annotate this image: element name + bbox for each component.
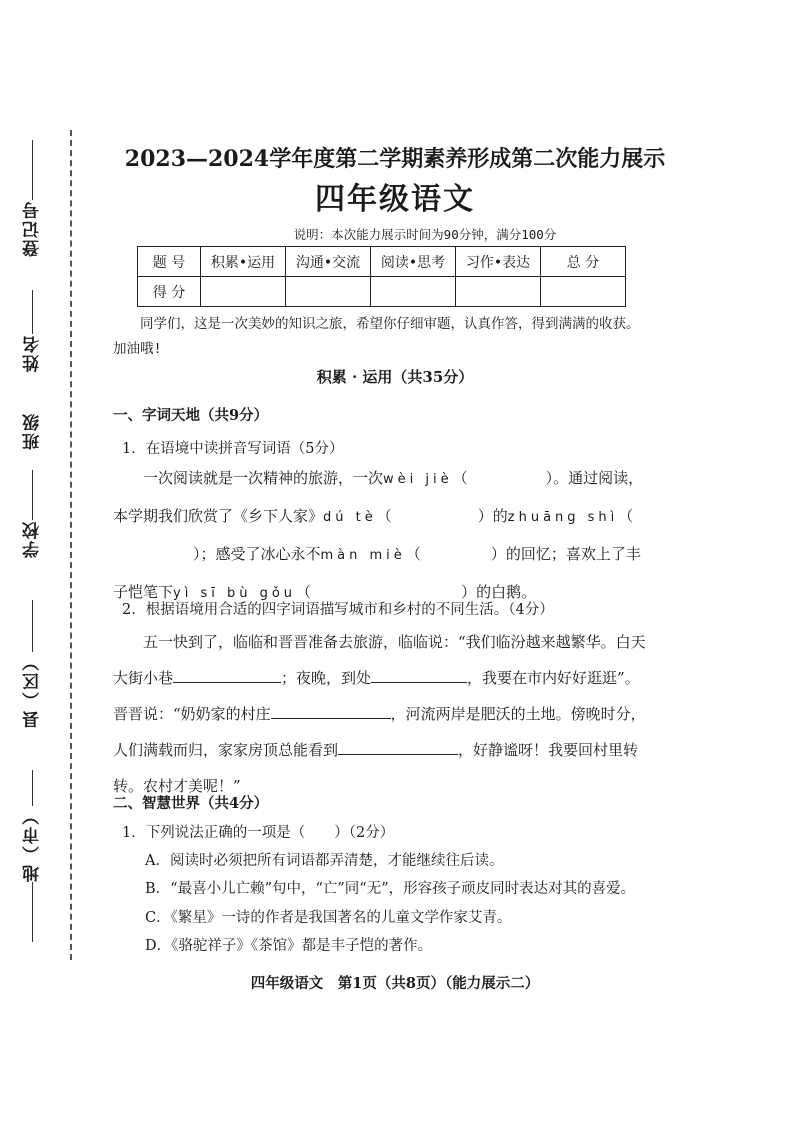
text-run: 五一快到了，临临和晋晋准备去旅游，临临说：“我们临汾越来越繁华。白天大街小巷 bbox=[113, 633, 646, 687]
option-d: D．《骆驼祥子》《茶馆》都是丰子恺的著作。 bbox=[145, 938, 433, 954]
text-run: ；夜晚，到处 bbox=[281, 669, 372, 687]
answer-blank[interactable] bbox=[371, 666, 467, 683]
table-cell: 沟通•交流 bbox=[286, 247, 371, 277]
text-run: ，河流两岸是肥沃的土地。傍晚时分，人们满载而归，家家房顶总能看到 bbox=[113, 705, 646, 759]
text-run: ，我要在市内好好逛逛”。晋晋说：“奶奶家的村庄 bbox=[113, 669, 640, 723]
question-mc-1: 1．下列说法正确的一项是（ ）（2分） bbox=[122, 825, 395, 841]
subject-title: 四年级语文 bbox=[315, 182, 475, 217]
answer-blank[interactable] bbox=[173, 666, 281, 683]
score-input-cell[interactable] bbox=[456, 277, 541, 307]
part-heading: 一、字词天地（共9分） bbox=[113, 407, 269, 424]
page-footer: 四年级语文 第1页（共8页）（能力展示二） bbox=[250, 975, 540, 992]
score-input-cell[interactable] bbox=[541, 277, 626, 307]
text-run: ，好静谧呀！我要回村里转转。农村才美呢！” bbox=[113, 741, 639, 795]
question-1: 1．在语境中读拼音写词语（5分） bbox=[122, 441, 344, 457]
pinyin: dú tè bbox=[323, 510, 377, 525]
reg-label: 登记号 bbox=[22, 200, 43, 257]
text-run: ）的白鹅。 bbox=[461, 583, 537, 601]
q2-passage bbox=[113, 624, 648, 804]
option-a: A．阅读时必须把所有词语都弄清楚，才能继续往后读。 bbox=[145, 853, 504, 869]
school-blank bbox=[32, 470, 33, 520]
score-input-cell[interactable] bbox=[201, 277, 286, 307]
city-blank-top bbox=[32, 770, 33, 806]
question-2: 2．根据语境用合适的四字词语描写城市和乡村的不同生活。（4分） bbox=[122, 602, 554, 618]
text-run: （ bbox=[296, 583, 312, 601]
answer-blank[interactable] bbox=[271, 702, 391, 719]
text-run: ）；感受了冰心永不 bbox=[193, 545, 321, 563]
exam-title: 2023—2024学年度第二学期素养形成第二次能力展示 bbox=[124, 146, 666, 172]
name-blank bbox=[32, 290, 33, 334]
text-run: （ bbox=[405, 545, 421, 563]
side-field-city bbox=[12, 770, 52, 942]
exam-note: 说明：本次能力展示时间为90分钟，满分100分 bbox=[293, 227, 557, 242]
score-input-cell[interactable] bbox=[371, 277, 456, 307]
pinyin: màn miè bbox=[320, 548, 406, 563]
table-cell: 阅读•思考 bbox=[371, 247, 456, 277]
text-run: （ bbox=[376, 507, 392, 525]
text-run: ）。通过阅读， bbox=[545, 469, 644, 487]
side-field-county bbox=[12, 600, 52, 728]
pinyin: zhuāng shì bbox=[507, 510, 619, 525]
table-cell: 题 号 bbox=[138, 247, 201, 277]
side-field-class bbox=[12, 412, 52, 450]
text-run: （ bbox=[452, 469, 468, 487]
text-run: 本学期我们欣赏了《乡下人家》 bbox=[113, 507, 324, 525]
text-run: 一次阅读就是一次精神的旅游，一次 bbox=[143, 469, 384, 487]
county-label: 县（区） bbox=[22, 652, 43, 728]
part-heading: 二、智慧世界（共4分） bbox=[113, 795, 269, 812]
option-b: B．“最喜小儿亡赖”句中，“亡”同“无”，形容孩子顽皮同时表达对其的喜爱。 bbox=[145, 881, 636, 897]
q1-passage bbox=[113, 460, 648, 612]
pinyin: wèi jiè bbox=[383, 472, 453, 487]
text-run: ）的回忆；喜欢上了 bbox=[490, 545, 626, 563]
binding-dashed-line bbox=[70, 130, 72, 960]
answer-blank[interactable] bbox=[338, 738, 458, 755]
score-table-header-row bbox=[138, 247, 626, 277]
reg-blank bbox=[32, 140, 33, 200]
table-cell: 得 分 bbox=[138, 277, 201, 307]
text-run: 丰子恺笔下 bbox=[113, 545, 641, 601]
side-field-reg bbox=[12, 140, 52, 257]
name-label: 姓名 bbox=[22, 334, 43, 372]
pinyin: yì sī bù gǒu bbox=[173, 586, 297, 601]
score-input-cell[interactable] bbox=[286, 277, 371, 307]
city-blank-bottom bbox=[32, 882, 33, 942]
city-label: 地（市） bbox=[22, 806, 43, 882]
section-title: 积累 · 运用（共35分） bbox=[316, 368, 474, 386]
intro-text: 同学们，这是一次美妙的知识之旅，希望你仔细审题，认真作答，得到满满的收获。加油哦! bbox=[113, 316, 640, 357]
score-table-score-row bbox=[138, 277, 626, 307]
class-label: 班级 bbox=[22, 412, 43, 450]
option-c: C．《繁星》一诗的作者是我国著名的儿童文学作家艾青。 bbox=[145, 910, 512, 926]
table-cell: 积累•运用 bbox=[201, 247, 286, 277]
text-run: （ bbox=[618, 507, 634, 525]
county-blank bbox=[32, 600, 33, 652]
table-cell: 总 分 bbox=[541, 247, 626, 277]
text-run: ）的 bbox=[477, 507, 508, 525]
score-table bbox=[137, 246, 626, 307]
table-cell: 习作•表达 bbox=[456, 247, 541, 277]
side-field-name bbox=[12, 290, 52, 372]
side-field-school bbox=[12, 470, 52, 558]
school-label: 学校 bbox=[22, 520, 43, 558]
